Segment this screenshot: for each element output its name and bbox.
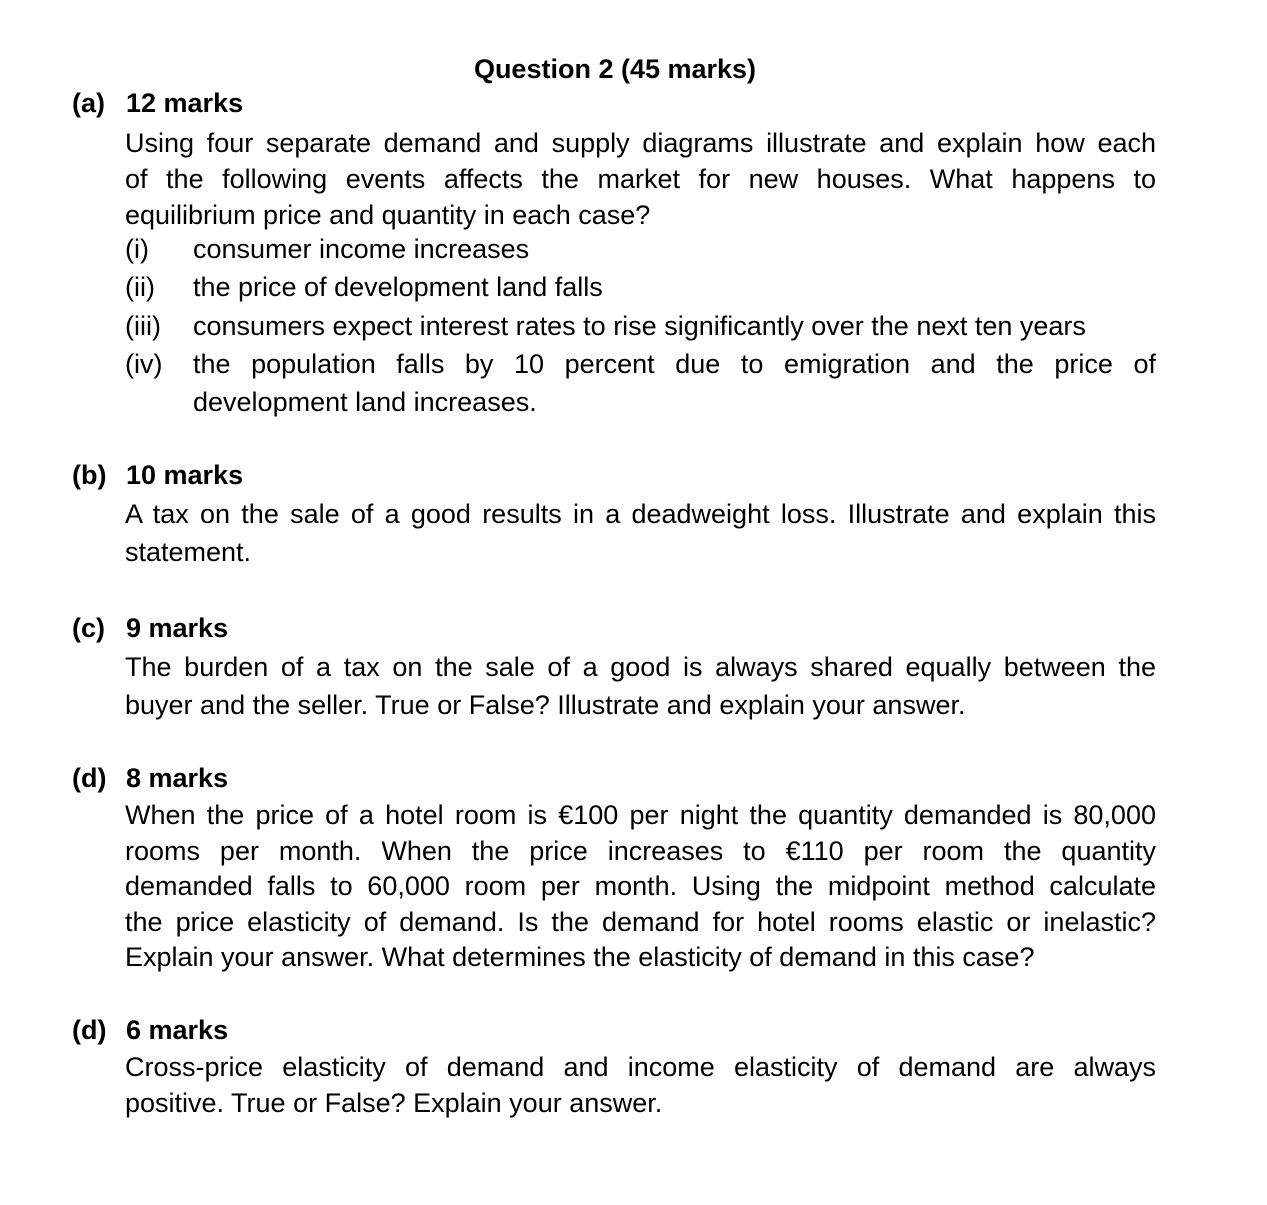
item-number: (ii) <box>125 272 155 302</box>
part-e-marks: 6 marks <box>126 1015 229 1045</box>
question-title: Question 2 (45 marks) <box>473 54 757 84</box>
part-b-text <box>125 495 1156 571</box>
item-text: development land increases. <box>193 387 537 417</box>
part-a-text <box>125 125 1156 233</box>
part-c-text <box>125 648 1156 724</box>
part-d-line: When the price of a hotel room is €100 per night the quantity demanded is 80,000 <box>125 800 1156 830</box>
part-d-line: rooms per month. When the price increases to €110 per room the quantity <box>125 835 1156 866</box>
part-b-label: (b) <box>72 460 107 490</box>
item-number: (iii) <box>125 311 161 341</box>
part-c-label: (c) <box>72 613 105 643</box>
part-e-label: (d) <box>72 1015 107 1045</box>
part-b-line: A tax on the sale of a good results in a deadweight loss. Illustrate and explain this <box>125 499 1156 529</box>
item-text: consumers expect interest rates to rise significantly over the next ten years <box>193 311 1086 341</box>
part-b-line: statement. <box>125 537 252 567</box>
part-c-line: The burden of a tax on the sale of a good is always shared equally between the <box>125 652 1156 682</box>
part-d-heading <box>72 763 228 794</box>
part-b-heading <box>72 460 243 491</box>
part-e-heading <box>72 1015 228 1046</box>
part-a-line: of the following events affects the market for new houses. What happens to <box>125 164 1156 194</box>
item-text: consumer income increases <box>193 234 530 264</box>
part-d-text <box>125 798 1156 976</box>
part-d-label: (d) <box>72 763 107 793</box>
part-e-text <box>125 1049 1156 1121</box>
part-e-line: positive. True or False? Explain your answer. <box>125 1088 663 1118</box>
item-number: (i) <box>125 234 149 264</box>
part-c-line: buyer and the seller. True or False? Illustrate and explain your answer. <box>125 690 966 720</box>
part-a-heading <box>72 88 243 119</box>
part-d-line: Explain your answer. What determines the elasticity of demand in this case? <box>125 942 1035 972</box>
part-d-marks: 8 marks <box>126 763 229 793</box>
part-d-line: demanded falls to 60,000 room per month. Using the midpoint method calculate <box>125 871 1156 901</box>
part-a-marks: 12 marks <box>126 88 244 118</box>
part-d-line: the price elasticity of demand. Is the demand for hotel rooms elastic or inelastic? <box>125 906 1156 937</box>
part-c-marks: 9 marks <box>126 613 229 643</box>
part-a-line: Using four separate demand and supply diagrams illustrate and explain how each <box>125 128 1156 158</box>
part-a-line: equilibrium price and quantity in each case? <box>125 200 651 230</box>
item-number: (iv) <box>125 349 163 379</box>
part-c-heading <box>72 613 228 644</box>
item-text: the price of development land falls <box>193 272 603 302</box>
part-b-marks: 10 marks <box>126 460 244 490</box>
part-e-line: Cross-price elasticity of demand and income elasticity of demand are always <box>125 1052 1156 1082</box>
item-text: the population falls by 10 percent due to emigration and the price of <box>193 349 1156 379</box>
part-a-label: (a) <box>72 88 105 118</box>
